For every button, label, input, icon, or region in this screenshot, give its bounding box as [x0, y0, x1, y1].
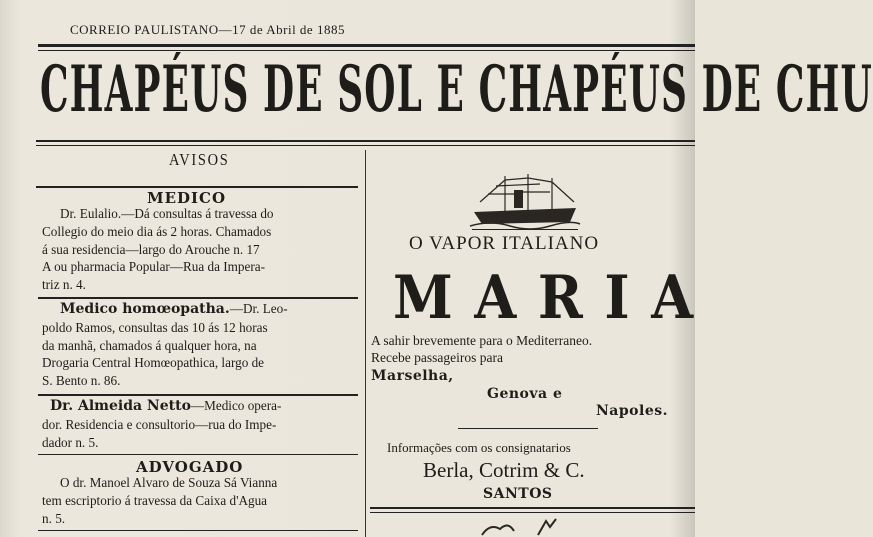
text-line	[42, 300, 360, 319]
homoeo-lead: Medico homœopatha.	[60, 301, 230, 317]
avisos-rule	[36, 186, 358, 188]
advogado-body	[42, 474, 360, 527]
ship-baseline	[472, 229, 578, 230]
partial-illustration	[480, 517, 570, 537]
right-bottom-rule-thin	[370, 512, 695, 513]
destination-genova: Genova e	[487, 386, 563, 402]
sailing-notice: A sahir brevemente para o Mediterraneo.	[371, 333, 593, 348]
homoeo-body	[42, 300, 360, 390]
destination-marselha: Marselha,	[371, 368, 454, 384]
consignee-info: Informações com os consignatarios	[387, 440, 571, 455]
masthead-line: CORREIO PAULISTANO—17 de Abril de 1885	[70, 22, 345, 37]
advogado-title: ADVOGADO	[136, 458, 244, 476]
text-line: Collegio do meio dia ás 2 horas. Chamados	[42, 223, 272, 239]
text-line: triz n. 4.	[42, 277, 86, 293]
separator	[38, 454, 358, 455]
text-line: tem escriptorio á travessa da Caixa d'Agua	[42, 492, 268, 508]
text-line: Dr. Eulalio.—Dá consultas á travessa do	[60, 206, 274, 221]
consignee-city: SANTOS	[483, 486, 553, 502]
text-line: S. Bento n. 86.	[42, 373, 121, 389]
medico-title: MEDICO	[147, 189, 227, 207]
headline-rule	[36, 140, 695, 142]
column-divider	[365, 150, 366, 537]
text-line: dador n. 5.	[42, 434, 99, 450]
separator	[38, 297, 358, 299]
netto-body	[42, 397, 360, 451]
separator	[38, 394, 358, 396]
right-separator	[458, 428, 598, 429]
netto-lead: Dr. Almeida Netto	[50, 398, 191, 414]
passengers-notice: Recebe passageiros para	[371, 350, 503, 365]
text-line: á sua residencia—largo do Arouche n. 17	[42, 241, 260, 257]
text-line: A ou pharmacia Popular—Rua da Impera-	[42, 259, 266, 275]
medico-body	[42, 205, 360, 294]
destination-napoles: Napoles.	[596, 403, 668, 419]
text-line: n. 5.	[42, 510, 66, 526]
text-line: O dr. Manoel Alvaro de Souza Sá Vianna	[60, 475, 278, 490]
headline: CHAPÉUS DE SOL E CHAPÉUS DE CHU	[40, 52, 873, 127]
steamship-illustration	[470, 172, 580, 230]
separator	[38, 530, 358, 531]
text-line: da manhã, chamados á qualquer hora, na	[42, 337, 257, 353]
consignee-firm: Berla, Cotrim & C.	[423, 458, 585, 482]
masthead-rule	[38, 44, 695, 47]
text-line: Drogaria Central Homœopathica, largo de	[42, 355, 265, 371]
text-line-tail: —Dr. Leo-	[229, 301, 288, 316]
text-line	[42, 397, 360, 416]
text-line: poldo Ramos, consultas das 10 ás 12 horas	[42, 319, 268, 335]
vapor-title: O VAPOR ITALIANO	[409, 233, 600, 254]
right-bottom-rule	[370, 507, 695, 509]
headline-rule-thin	[36, 145, 695, 146]
section-title-avisos: AVISOS	[169, 150, 230, 169]
masthead-rule-thin	[38, 50, 695, 51]
text-line-tail: —Medico opera-	[190, 398, 282, 413]
ship-name: MARIA	[393, 263, 715, 333]
text-line: dor. Residencia e consultorio—rua do Impe-	[42, 416, 277, 432]
